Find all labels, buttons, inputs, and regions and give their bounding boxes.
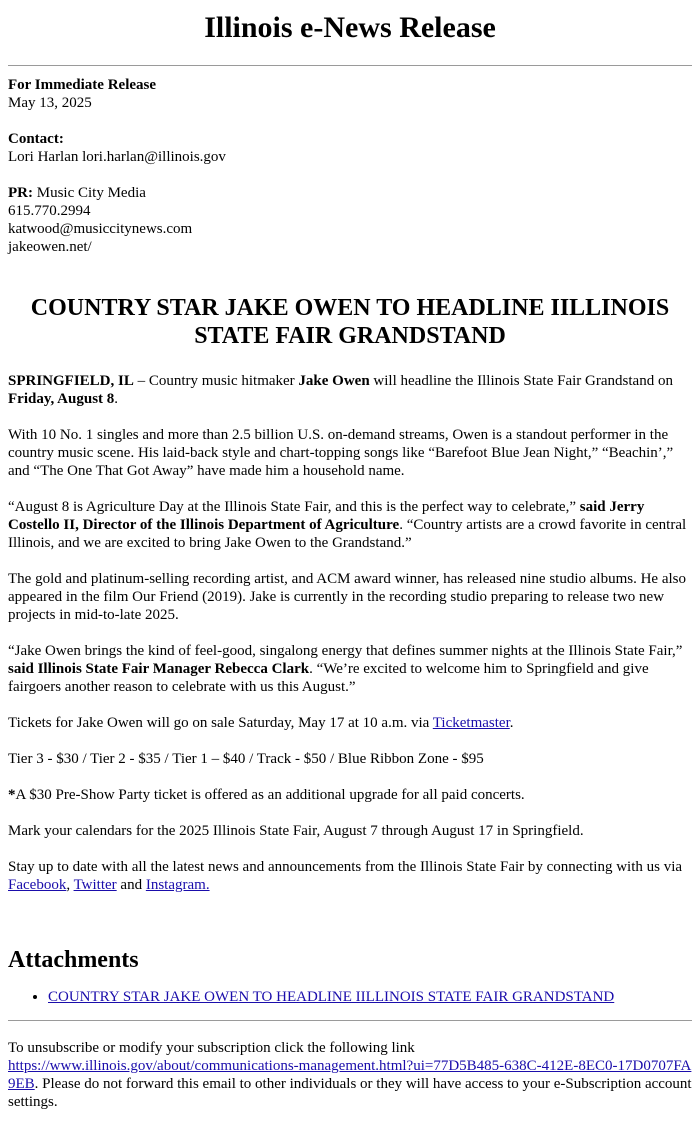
paragraph-5: [8, 642, 692, 696]
banner-title: Illinois e-News Release: [204, 11, 496, 44]
contact-value: Lori Harlan lori.harlan@illinois.gov: [8, 149, 226, 165]
footer-text: To unsubscribe or modify your subscription click the following link: [8, 1040, 415, 1056]
footer-rest: . Please do not forward this email to other individuals or they will have access to your e-Subscription account settings.: [8, 1076, 692, 1110]
p10-and: and: [116, 877, 146, 893]
paragraph-7: Tier 3 - $30 / Tier 2 - $35 / Tier 1 – $40 / Track - $50 / Blue Ribbon Zone - $95: [8, 751, 484, 767]
attachments-heading: Attachments: [8, 947, 139, 973]
dateline: SPRINGFIELD, IL: [8, 373, 134, 389]
paragraph-3: [8, 498, 692, 552]
pr-block: [8, 184, 692, 256]
p5-quote-a: “Jake Owen brings the kind of feel-good, singalong energy that defines summer nights at the Illinois State Fair,”: [8, 643, 683, 659]
paragraph-8: [8, 786, 692, 804]
top-divider: [8, 65, 692, 66]
attachment-link[interactable]: COUNTRY STAR JAKE OWEN TO HEADLINE IILLINOIS STATE FAIR GRANDSTAND: [48, 989, 615, 1005]
contact-block: [8, 130, 692, 166]
pr-email: katwood@musiccitynews.com: [8, 221, 193, 237]
release-block: [8, 76, 692, 112]
p6-end: .: [509, 715, 514, 731]
p3-quote-b: . “Country artists are a crowd favorite in central Illinois, and we are excited to bring Jake Owen to the Grandstand.”: [8, 517, 687, 551]
attachment-item: [48, 988, 692, 1006]
event-date: Friday, August 8: [8, 391, 115, 407]
p1-text-b: will headline the Illinois State Fair Grandstand on: [369, 373, 673, 389]
p10-comma: ,: [66, 877, 74, 893]
pr-value: Music City Media: [33, 185, 146, 201]
artist-name: Jake Owen: [298, 373, 370, 389]
paragraph-4: The gold and platinum-selling recording artist, and ACM award winner, has released nine studio albums. He also appeared in the film Our Friend (2019). Jake is currently in the recording studio preparing to release two new projects in mid-to-late 2025.: [8, 571, 686, 623]
subscription-link[interactable]: https://www.illinois.gov/about/communications-management.html?ui=77D5B485-638C-412E-8EC0-17D0707FA9EB: [8, 1058, 692, 1092]
paragraph-6: [8, 714, 692, 732]
asterisk: *: [8, 787, 16, 803]
bottom-divider: [8, 1020, 692, 1021]
ticketmaster-link[interactable]: Ticketmaster: [432, 715, 510, 731]
p3-attribution: said Jerry Costello II, Director of the Illinois Department of Agriculture: [8, 499, 645, 533]
release-label: For Immediate Release: [8, 77, 157, 93]
paragraph-2: With 10 No. 1 singles and more than 2.5 billion U.S. on-demand streams, Owen is a standout performer in the country music scene. His laid-back style and chart-topping songs like “Barefoot Blue Jean Night,” “Beachin’,” and “The One That Got Away” have made him a household name.: [8, 427, 674, 479]
p10-text: Stay up to date with all the latest news and announcements from the Illinois State Fair by connecting with us via: [8, 859, 683, 875]
p5-attribution: said Illinois State Fair Manager Rebecca Clark: [8, 661, 310, 677]
paragraph-1: [8, 372, 692, 408]
facebook-link[interactable]: Facebook: [8, 877, 67, 893]
release-body: [8, 372, 692, 894]
p6-text: Tickets for Jake Owen will go on sale Saturday, May 17 at 10 a.m. via: [8, 715, 433, 731]
p3-quote-a: “August 8 is Agriculture Day at the Illinois State Fair, and this is the perfect way to celebrate,”: [8, 499, 576, 515]
p1-text-a: – Country music hitmaker: [133, 373, 299, 389]
attachments-list: [8, 988, 692, 1006]
instagram-link[interactable]: Instagram.: [145, 877, 210, 893]
p5-quote-b: . “We’re excited to welcome him to Springfield and give fairgoers another reason to celebrate with us this August.”: [8, 661, 649, 695]
p1-text-c: .: [114, 391, 119, 407]
twitter-link[interactable]: Twitter: [73, 877, 117, 893]
contact-label: Contact:: [8, 131, 64, 147]
pr-label: PR:: [8, 185, 33, 201]
release-date: May 13, 2025: [8, 95, 92, 111]
pr-site: jakeowen.net/: [8, 239, 92, 255]
paragraph-9: Mark your calendars for the 2025 Illinois State Fair, August 7 through August 17 in Springfield.: [8, 823, 584, 839]
footer: [8, 1039, 692, 1111]
paragraph-10: [8, 858, 692, 894]
release-headline: COUNTRY STAR JAKE OWEN TO HEADLINE IILLINOIS STATE FAIR GRANDSTAND: [30, 295, 670, 349]
release-meta: [8, 76, 692, 256]
p8-text: A $30 Pre-Show Party ticket is offered as an additional upgrade for all paid concerts.: [15, 787, 525, 803]
pr-phone: 615.770.2994: [8, 203, 91, 219]
